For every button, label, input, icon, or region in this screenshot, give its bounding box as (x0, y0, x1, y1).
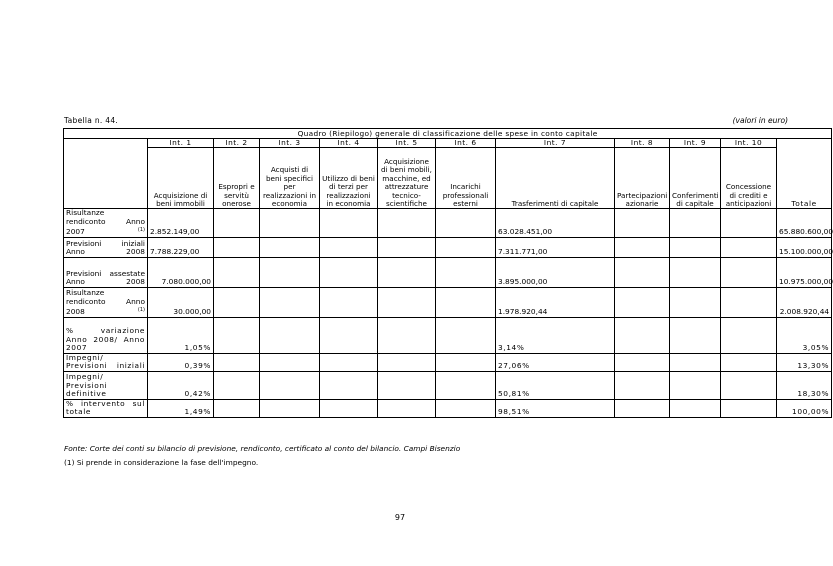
value-cell (260, 237, 320, 257)
value-cell (615, 317, 670, 353)
row-label (64, 209, 148, 237)
value-cell (378, 237, 436, 257)
value-cell (436, 287, 496, 317)
value-cell: 3,14% (496, 317, 615, 353)
description-header: Utilizzo di beni di terzi per realizzazioni in economia (320, 148, 378, 209)
value-cell (436, 257, 496, 287)
row-label-text: Impegni/ Previsioni iniziali (66, 352, 145, 371)
description-header: Incarichi professionali esterni (436, 148, 496, 209)
value-cell (320, 209, 378, 237)
row-label (64, 257, 148, 287)
value-cell (260, 399, 320, 417)
total-cell: 65.880.600,00 (777, 209, 832, 237)
footnote-marker: (1) (137, 307, 145, 314)
value-cell (378, 371, 436, 399)
total-cell: 100,00% (777, 399, 832, 417)
description-header: Concessione di crediti e anticipazioni (721, 148, 777, 209)
row-label-text: % intervento sul totale (66, 398, 145, 417)
row-label-text: Previsioni iniziali Anno 2008 (66, 238, 145, 257)
value-cell (721, 371, 777, 399)
value-cell (615, 209, 670, 237)
table-reference: Tabella n. 44. (64, 116, 119, 125)
value-cell (260, 317, 320, 353)
description-header: Acquisti di beni specifici per realizzazioni in economia (260, 148, 320, 209)
total-cell: 10.975.000,00 (777, 257, 832, 287)
description-header: Espropri e servitù onerose (214, 148, 260, 209)
value-cell (214, 237, 260, 257)
value-cell (214, 371, 260, 399)
expense-summary-table (63, 128, 832, 418)
row-label-text: Risultanze rendiconto Anno 2008 (66, 288, 145, 317)
total-cell: 13,30% (777, 353, 832, 371)
value-cell (378, 399, 436, 417)
value-cell (320, 317, 378, 353)
value-cell: 50,81% (496, 371, 615, 399)
value-cell (320, 287, 378, 317)
page-number: 97 (394, 513, 406, 522)
value-cell (615, 371, 670, 399)
value-cell (214, 353, 260, 371)
value-cell (260, 209, 320, 237)
value-cell (436, 353, 496, 371)
int-header: Int. 8 (615, 139, 670, 148)
value-cell (615, 287, 670, 317)
value-cell (670, 353, 721, 371)
value-cell (214, 317, 260, 353)
value-cell (436, 237, 496, 257)
row-label (64, 399, 148, 417)
value-cell (214, 209, 260, 237)
value-cell (615, 399, 670, 417)
value-cell: 98,51% (496, 399, 615, 417)
value-cell (615, 257, 670, 287)
value-cell (260, 371, 320, 399)
value-cell (670, 287, 721, 317)
value-cell: 7.080.000,00 (148, 257, 214, 287)
value-cell (436, 399, 496, 417)
row-label (64, 371, 148, 399)
value-cell (260, 287, 320, 317)
row-label-text: Risultanze rendiconto Anno 2007 (66, 208, 145, 237)
table-row (64, 287, 832, 317)
value-cell (436, 317, 496, 353)
units-note: (valori in euro) (732, 116, 788, 125)
value-cell: 0,39% (148, 353, 214, 371)
table-row (64, 209, 832, 237)
row-label (64, 287, 148, 317)
value-cell (721, 353, 777, 371)
value-cell (436, 371, 496, 399)
description-header: Acquisizione di beni mobili, macchine, ed attrezzature tecnico-scientifiche (378, 148, 436, 209)
value-cell (214, 287, 260, 317)
total-cell: 3,05% (777, 317, 832, 353)
value-cell: 63.028.451,00 (496, 209, 615, 237)
int-header: Int. 1 (148, 139, 214, 148)
int-header: Int. 4 (320, 139, 378, 148)
value-cell: 30.000,00 (148, 287, 214, 317)
value-cell (721, 237, 777, 257)
row-label-text: Previsioni assestate Anno 2008 (66, 268, 145, 287)
source-note: Fonte: Corte dei conti su bilancio di previsione, rendiconto, certificato al conto del bilancio. Campi Bisenzio (64, 444, 461, 453)
description-header: Conferimenti di capitale (670, 148, 721, 209)
value-cell (721, 287, 777, 317)
footnote-marker: (1) (137, 227, 145, 234)
value-cell: 27,06% (496, 353, 615, 371)
row-label-text: Impegni/ Previsioni definitive (66, 372, 108, 399)
row-label-text: % variazione Anno 2008/ Anno 2007 (66, 326, 145, 353)
table-row (64, 317, 832, 353)
value-cell (378, 257, 436, 287)
description-header: Trasferimenti di capitale (496, 148, 615, 209)
footnote: (1) Si prende in considerazione la fase dell'impegno. (64, 458, 259, 467)
value-cell (670, 209, 721, 237)
value-cell (670, 257, 721, 287)
value-cell (670, 371, 721, 399)
int-header: Int. 10 (721, 139, 777, 148)
table-row (64, 257, 832, 287)
int-header: Int. 5 (378, 139, 436, 148)
value-cell (670, 317, 721, 353)
value-cell: 1,49% (148, 399, 214, 417)
description-header: Partecipazioni azionarie (615, 148, 670, 209)
int-header: Int. 2 (214, 139, 260, 148)
value-cell: 7.788.229,00 (148, 237, 214, 257)
value-cell: 2.852.149,00 (148, 209, 214, 237)
description-header: Acquisizione di beni immobili (148, 148, 214, 209)
value-cell (320, 371, 378, 399)
row-label (64, 317, 148, 353)
value-cell (670, 237, 721, 257)
total-header: Totale (777, 139, 832, 209)
total-cell: 15.100.000,00 (777, 237, 832, 257)
value-cell: 3.895.000,00 (496, 257, 615, 287)
value-cell: 0,42% (148, 371, 214, 399)
value-cell (214, 399, 260, 417)
value-cell (615, 353, 670, 371)
int-header: Int. 9 (670, 139, 721, 148)
total-cell: 18,30% (777, 371, 832, 399)
value-cell: 1.978.920,44 (496, 287, 615, 317)
table-body (64, 209, 832, 417)
row-label (64, 353, 148, 371)
total-cell: 2.008.920,44 (777, 287, 832, 317)
table-row (64, 399, 832, 417)
row-label (64, 237, 148, 257)
value-cell (260, 257, 320, 287)
value-cell (378, 209, 436, 237)
table-row (64, 371, 832, 399)
int-header: Int. 7 (496, 139, 615, 148)
value-cell (378, 287, 436, 317)
value-cell (320, 257, 378, 287)
value-cell (214, 257, 260, 287)
value-cell (670, 399, 721, 417)
int-header: Int. 6 (436, 139, 496, 148)
table-title: Quadro (Riepilogo) generale di classificazione delle spese in conto capitale (64, 129, 832, 139)
table-row (64, 237, 832, 257)
value-cell (320, 399, 378, 417)
corner-cell (64, 139, 148, 209)
value-cell (721, 209, 777, 237)
value-cell (320, 353, 378, 371)
int-header: Int. 3 (260, 139, 320, 148)
value-cell (721, 317, 777, 353)
table-row (64, 353, 832, 371)
value-cell: 1,05% (148, 317, 214, 353)
value-cell: 7.311.771,00 (496, 237, 615, 257)
value-cell (615, 237, 670, 257)
value-cell (320, 237, 378, 257)
value-cell (260, 353, 320, 371)
value-cell (436, 209, 496, 237)
value-cell (721, 257, 777, 287)
value-cell (378, 317, 436, 353)
value-cell (721, 399, 777, 417)
value-cell (378, 353, 436, 371)
